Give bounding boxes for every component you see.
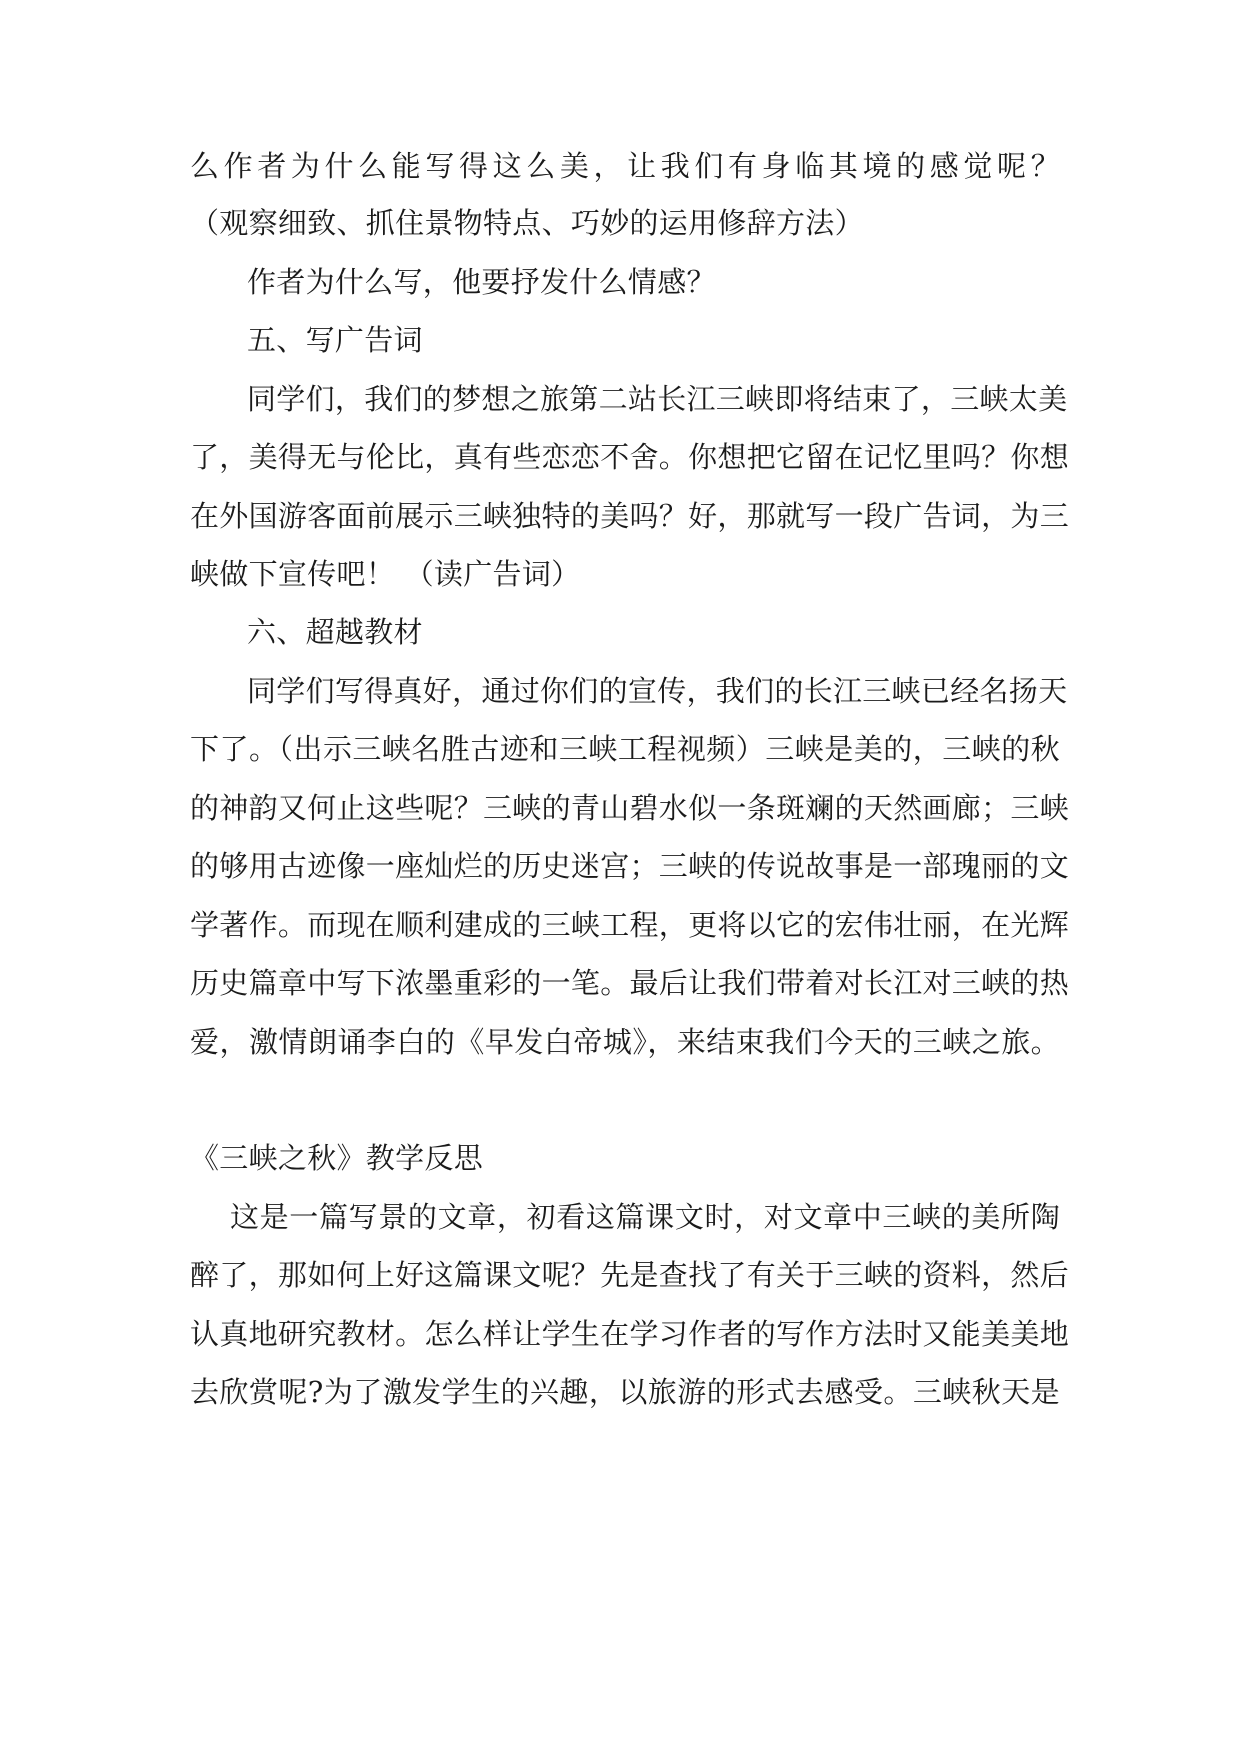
section-heading: 六、超越教材 <box>247 615 423 649</box>
text-line: 去欣赏呢?为了激发学生的兴趣，以旅游的形式去感受。三峡秋天是 <box>190 1375 1060 1409</box>
text-line: 学著作。而现在顺利建成的三峡工程，更将以它的宏伟壮丽，在光辉 <box>190 908 1070 942</box>
text-line: 的够用古迹像一座灿烂的历史迷宫；三峡的传说故事是一部瑰丽的文 <box>190 849 1070 883</box>
text-line: 同学们写得真好，通过你们的宣传，我们的长江三峡已经名扬天 <box>247 674 1068 708</box>
text-line: 同学们，我们的梦想之旅第二站长江三峡即将结束了，三峡太美 <box>247 382 1068 416</box>
text-line: 这是一篇写景的文章，初看这篇课文时，对文章中三峡的美所陶 <box>230 1200 1060 1234</box>
text-line: 醉了，那如何上好这篇课文呢？先是查找了有关于三峡的资料，然后 <box>190 1258 1070 1292</box>
text-line: 作者为什么写，他要抒发什么情感？ <box>247 265 716 299</box>
text-line: 了，美得无与伦比，真有些恋恋不舍。你想把它留在记忆里吗？你想 <box>190 440 1070 474</box>
text-line: 爱，激情朗诵李白的《早发白帝城》，来结束我们今天的三峡之旅。 <box>190 1025 1060 1059</box>
text-line: 的神韵又何止这些呢？三峡的青山碧水似一条斑斓的天然画廊；三峡 <box>190 791 1070 825</box>
section-heading: 五、写广告词 <box>247 323 423 357</box>
text-line: 历史篇章中写下浓墨重彩的一笔。最后让我们带着对长江对三峡的热 <box>190 966 1070 1000</box>
text-line: 在外国游客面前展示三峡独特的美吗？好，那就写一段广告词，为三 <box>190 499 1070 533</box>
text-line: （观察细致、抓住景物特点、巧妙的运用修辞方法） <box>190 206 864 240</box>
reflection-title: 《三峡之秋》教学反思 <box>190 1141 484 1175</box>
text-line: 下了。（出示三峡名胜古迹和三峡工程视频）三峡是美的，三峡的秋 <box>190 732 1060 766</box>
text-line: 么作者为什么能写得这么美，让我们有身临其境的感觉呢？ <box>190 149 1060 183</box>
text-line: 认真地研究教材。怎么样让学生在学习作者的写作方法时又能美美地 <box>190 1317 1070 1351</box>
text-line: 峡做下宣传吧！ （读广告词） <box>190 557 581 591</box>
